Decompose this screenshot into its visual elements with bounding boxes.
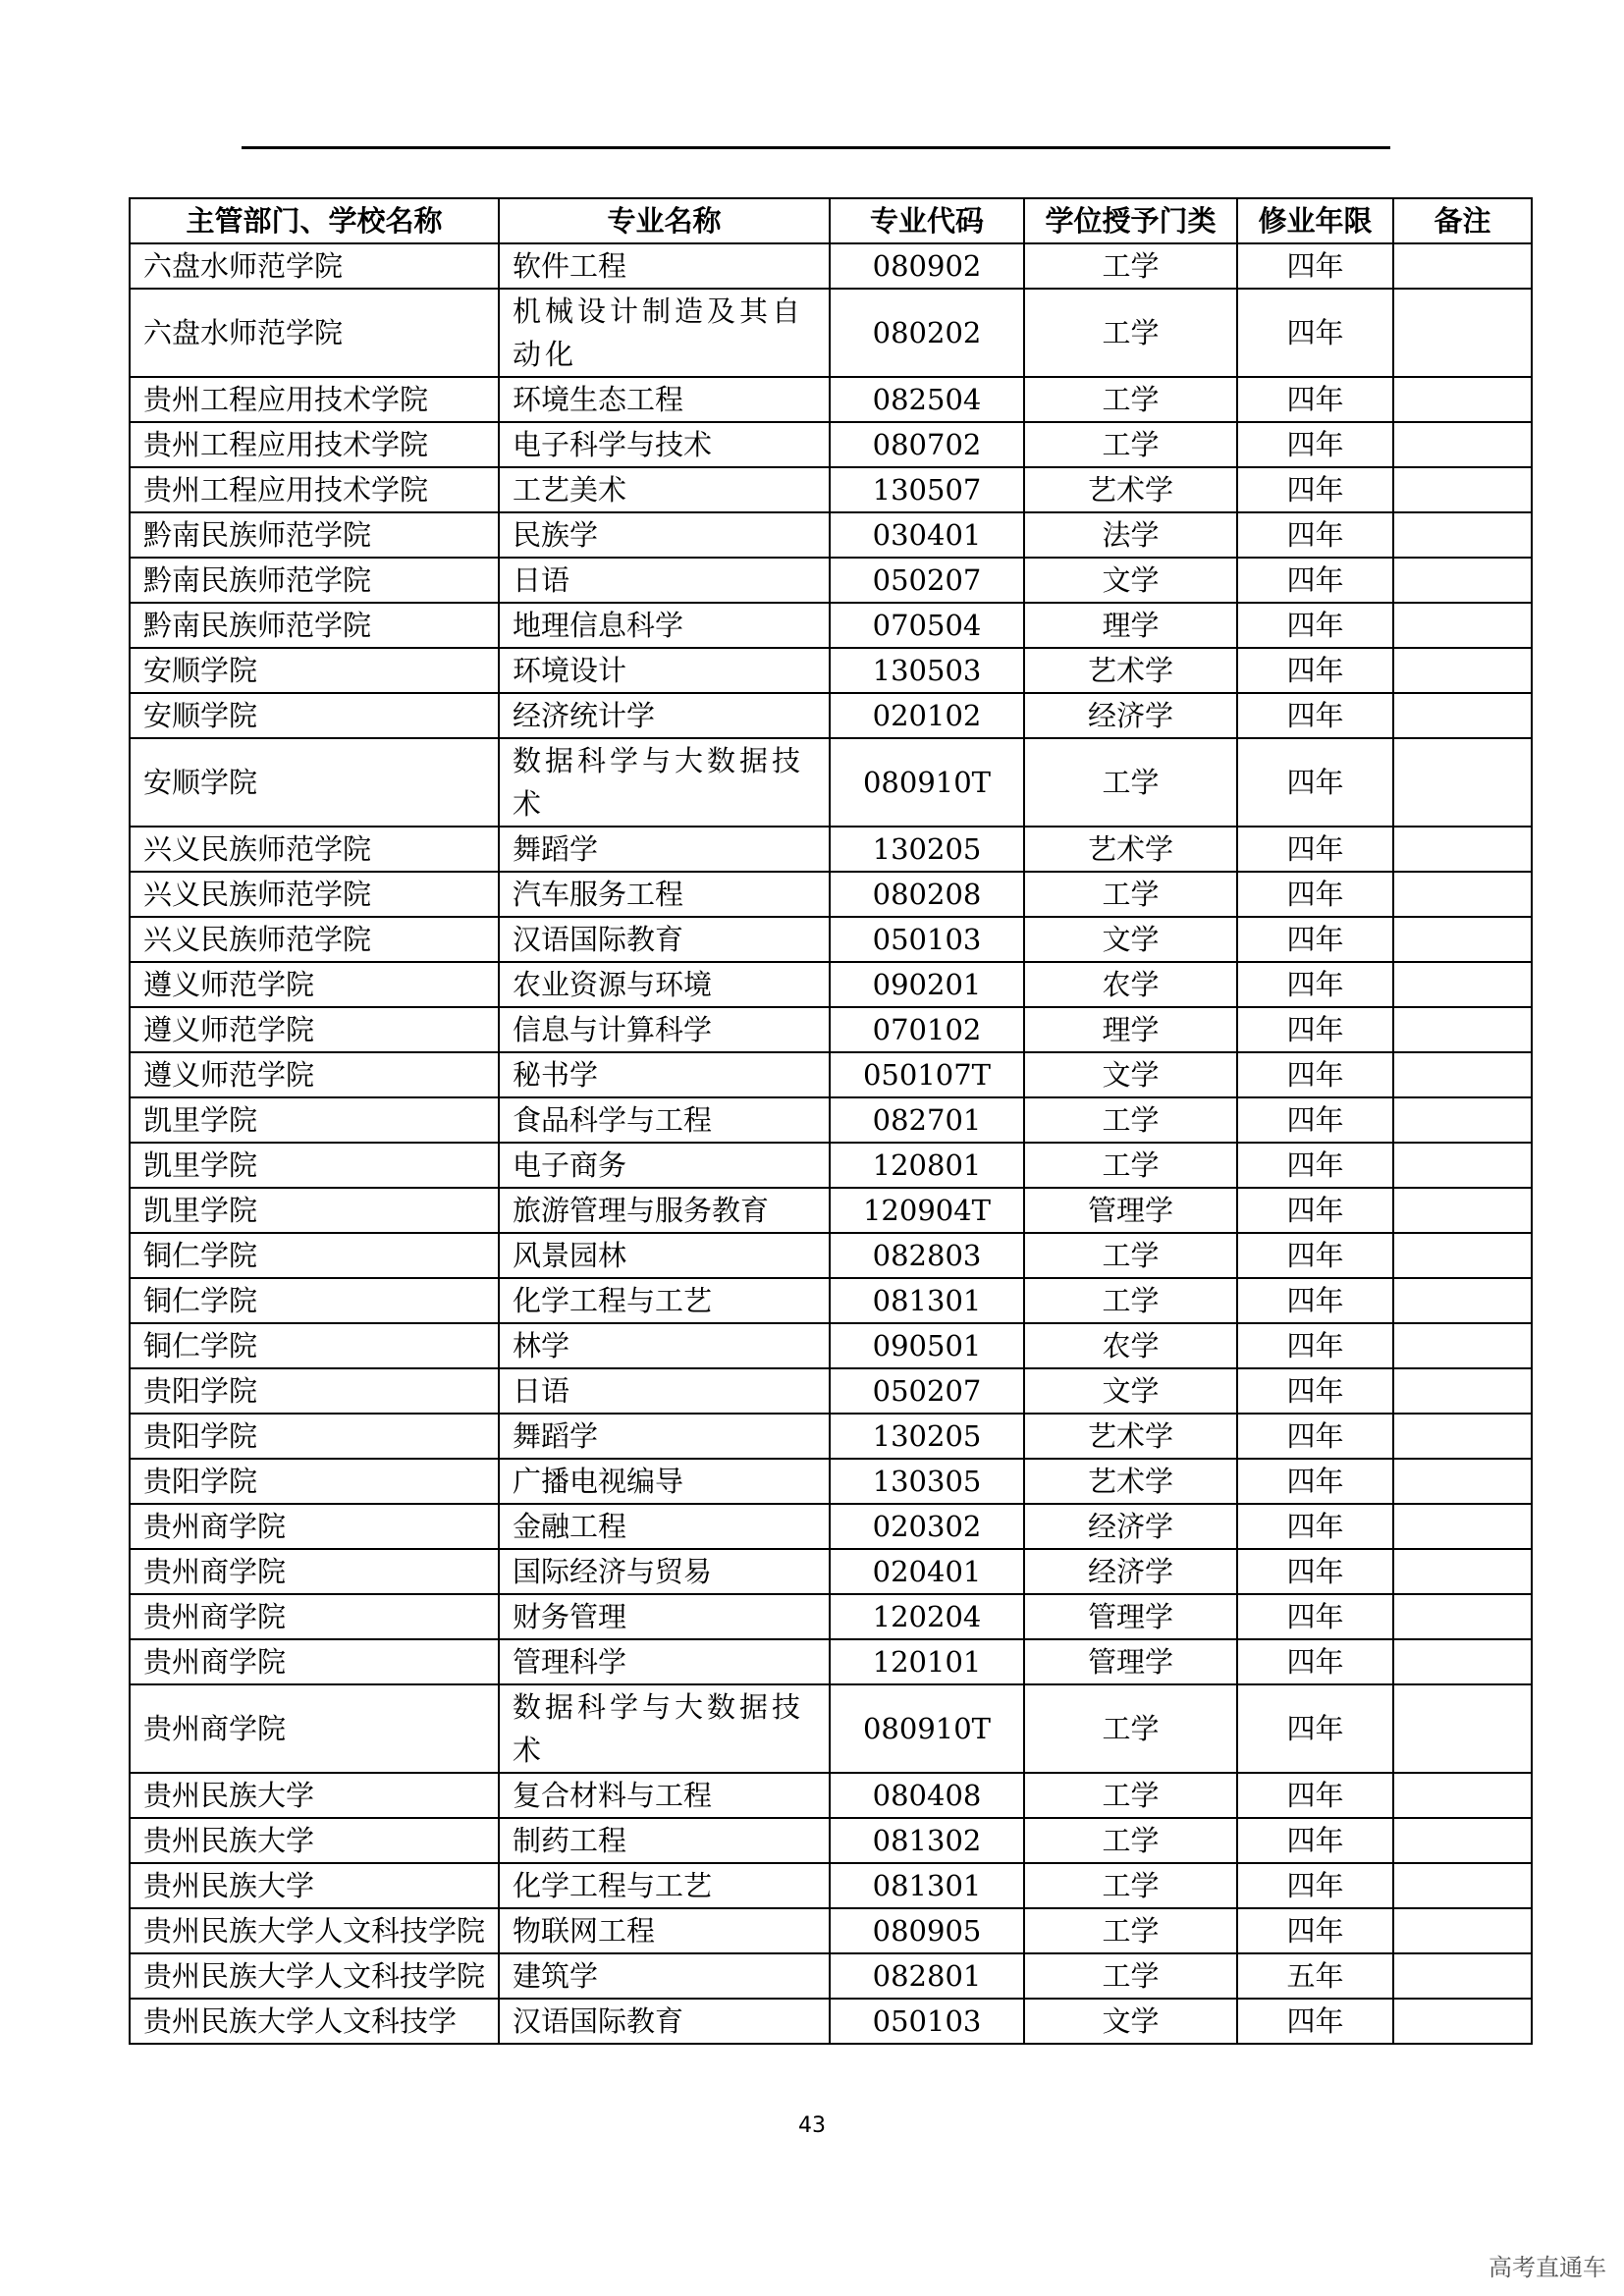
- cell-degree: 法学: [1024, 512, 1237, 558]
- cell-years: 四年: [1237, 1143, 1393, 1188]
- cell-years: 四年: [1237, 1504, 1393, 1549]
- cell-note: [1393, 1459, 1532, 1504]
- cell-note: [1393, 1007, 1532, 1052]
- table-row: [130, 467, 1532, 512]
- table-row: [130, 962, 1532, 1007]
- table-row: [130, 1549, 1532, 1594]
- table-row: [130, 1007, 1532, 1052]
- cell-school: 贵州民族大学: [130, 1818, 499, 1863]
- table-row: [130, 603, 1532, 648]
- cell-note: [1393, 289, 1532, 377]
- cell-school: 贵州商学院: [130, 1594, 499, 1639]
- cell-major: 经济统计学: [499, 693, 830, 738]
- cell-school: 铜仁学院: [130, 1323, 499, 1368]
- cell-years: 五年: [1237, 1953, 1393, 1999]
- cell-note: [1393, 558, 1532, 603]
- cell-major: 电子科学与技术: [499, 422, 830, 467]
- cell-years: 四年: [1237, 1414, 1393, 1459]
- cell-code: 050103: [830, 917, 1024, 962]
- cell-code: 070102: [830, 1007, 1024, 1052]
- cell-school: 贵州民族大学人文科技学院: [130, 1953, 499, 1999]
- cell-degree: 理学: [1024, 1007, 1237, 1052]
- col-header-school: 主管部门、学校名称: [130, 198, 499, 243]
- cell-code: 120204: [830, 1594, 1024, 1639]
- cell-major: 财务管理: [499, 1594, 830, 1639]
- cell-years: 四年: [1237, 512, 1393, 558]
- cell-degree: 工学: [1024, 872, 1237, 917]
- cell-code: 080905: [830, 1908, 1024, 1953]
- cell-code: 130507: [830, 467, 1024, 512]
- cell-school: 黔南民族师范学院: [130, 603, 499, 648]
- cell-note: [1393, 1278, 1532, 1323]
- cell-years: 四年: [1237, 1684, 1393, 1773]
- cell-note: [1393, 467, 1532, 512]
- cell-degree: 经济学: [1024, 1504, 1237, 1549]
- table-row: [130, 1143, 1532, 1188]
- table-row: [130, 693, 1532, 738]
- cell-code: 082701: [830, 1097, 1024, 1143]
- table-row: [130, 1052, 1532, 1097]
- cell-degree: 农学: [1024, 962, 1237, 1007]
- cell-major: 日语: [499, 1368, 830, 1414]
- table-row: [130, 1953, 1532, 1999]
- cell-school: 安顺学院: [130, 693, 499, 738]
- table-row: [130, 1504, 1532, 1549]
- cell-years: 四年: [1237, 377, 1393, 422]
- cell-degree: 工学: [1024, 1773, 1237, 1818]
- cell-school: 贵阳学院: [130, 1414, 499, 1459]
- cell-note: [1393, 422, 1532, 467]
- table-row: [130, 872, 1532, 917]
- cell-code: 050107T: [830, 1052, 1024, 1097]
- cell-school: 贵阳学院: [130, 1368, 499, 1414]
- cell-code: 030401: [830, 512, 1024, 558]
- cell-degree: 文学: [1024, 558, 1237, 603]
- cell-code: 080208: [830, 872, 1024, 917]
- cell-degree: 工学: [1024, 422, 1237, 467]
- cell-years: 四年: [1237, 1368, 1393, 1414]
- cell-years: 四年: [1237, 1639, 1393, 1684]
- cell-major: 地理信息科学: [499, 603, 830, 648]
- cell-degree: 艺术学: [1024, 1459, 1237, 1504]
- cell-code: 050103: [830, 1999, 1024, 2044]
- cell-degree: 工学: [1024, 377, 1237, 422]
- cell-years: 四年: [1237, 693, 1393, 738]
- cell-note: [1393, 243, 1532, 289]
- cell-code: 070504: [830, 603, 1024, 648]
- cell-note: [1393, 962, 1532, 1007]
- cell-degree: 文学: [1024, 1052, 1237, 1097]
- table-row: [130, 243, 1532, 289]
- cell-code: 080910T: [830, 1684, 1024, 1773]
- cell-code: 050207: [830, 558, 1024, 603]
- cell-major: 国际经济与贸易: [499, 1549, 830, 1594]
- cell-code: 081301: [830, 1278, 1024, 1323]
- table-row: [130, 827, 1532, 872]
- cell-major: 建筑学: [499, 1953, 830, 1999]
- cell-code: 020102: [830, 693, 1024, 738]
- cell-years: 四年: [1237, 1233, 1393, 1278]
- cell-note: [1393, 603, 1532, 648]
- cell-degree: 艺术学: [1024, 467, 1237, 512]
- cell-degree: 管理学: [1024, 1188, 1237, 1233]
- cell-major: 舞蹈学: [499, 827, 830, 872]
- cell-school: 贵州民族大学人文科技学: [130, 1999, 499, 2044]
- table-row: [130, 1773, 1532, 1818]
- cell-school: 遵义师范学院: [130, 962, 499, 1007]
- cell-note: [1393, 1504, 1532, 1549]
- cell-years: 四年: [1237, 962, 1393, 1007]
- cell-school: 贵州工程应用技术学院: [130, 422, 499, 467]
- cell-note: [1393, 1233, 1532, 1278]
- cell-years: 四年: [1237, 917, 1393, 962]
- cell-code: 130205: [830, 827, 1024, 872]
- cell-note: [1393, 648, 1532, 693]
- cell-degree: 文学: [1024, 1368, 1237, 1414]
- cell-code: 082504: [830, 377, 1024, 422]
- cell-degree: 工学: [1024, 1953, 1237, 1999]
- table-row: [130, 1639, 1532, 1684]
- table-row: [130, 1414, 1532, 1459]
- cell-major: 民族学: [499, 512, 830, 558]
- cell-degree: 工学: [1024, 1908, 1237, 1953]
- cell-degree: 工学: [1024, 1684, 1237, 1773]
- col-header-degree: 学位授予门类: [1024, 198, 1237, 243]
- cell-degree: 工学: [1024, 1143, 1237, 1188]
- cell-years: 四年: [1237, 1549, 1393, 1594]
- cell-years: 四年: [1237, 1007, 1393, 1052]
- cell-note: [1393, 1773, 1532, 1818]
- cell-major: 管理科学: [499, 1639, 830, 1684]
- cell-major: 舞蹈学: [499, 1414, 830, 1459]
- cell-degree: 艺术学: [1024, 1414, 1237, 1459]
- cell-major: 环境生态工程: [499, 377, 830, 422]
- cell-degree: 工学: [1024, 738, 1237, 827]
- cell-school: 贵阳学院: [130, 1459, 499, 1504]
- col-header-major: 专业名称: [499, 198, 830, 243]
- cell-years: 四年: [1237, 603, 1393, 648]
- cell-school: 兴义民族师范学院: [130, 917, 499, 962]
- cell-years: 四年: [1237, 1097, 1393, 1143]
- table-row: [130, 289, 1532, 377]
- cell-school: 贵州商学院: [130, 1684, 499, 1773]
- cell-school: 贵州民族大学人文科技学院: [130, 1908, 499, 1953]
- cell-code: 130503: [830, 648, 1024, 693]
- cell-note: [1393, 917, 1532, 962]
- cell-major: 化学工程与工艺: [499, 1863, 830, 1908]
- col-header-note: 备注: [1393, 198, 1532, 243]
- cell-school: 兴义民族师范学院: [130, 872, 499, 917]
- cell-years: 四年: [1237, 1188, 1393, 1233]
- cell-major: 汉语国际教育: [499, 917, 830, 962]
- cell-years: 四年: [1237, 1773, 1393, 1818]
- cell-school: 黔南民族师范学院: [130, 558, 499, 603]
- cell-code: 080902: [830, 243, 1024, 289]
- cell-code: 120801: [830, 1143, 1024, 1188]
- table-row: [130, 1999, 1532, 2044]
- cell-major: 日语: [499, 558, 830, 603]
- cell-school: 贵州民族大学: [130, 1773, 499, 1818]
- table-header-row: [130, 198, 1532, 243]
- col-header-code: 专业代码: [830, 198, 1024, 243]
- cell-school: 贵州民族大学: [130, 1863, 499, 1908]
- cell-note: [1393, 1999, 1532, 2044]
- table-row: [130, 1278, 1532, 1323]
- table-row: [130, 1863, 1532, 1908]
- table-row: [130, 1233, 1532, 1278]
- table-row: [130, 1097, 1532, 1143]
- cell-school: 凯里学院: [130, 1097, 499, 1143]
- cell-note: [1393, 1639, 1532, 1684]
- table-row: [130, 422, 1532, 467]
- cell-code: 020302: [830, 1504, 1024, 1549]
- cell-years: 四年: [1237, 422, 1393, 467]
- cell-code: 080702: [830, 422, 1024, 467]
- cell-school: 黔南民族师范学院: [130, 512, 499, 558]
- cell-years: 四年: [1237, 1459, 1393, 1504]
- cell-school: 安顺学院: [130, 648, 499, 693]
- cell-note: [1393, 1863, 1532, 1908]
- cell-code: 080408: [830, 1773, 1024, 1818]
- cell-years: 四年: [1237, 1863, 1393, 1908]
- cell-major: 复合材料与工程: [499, 1773, 830, 1818]
- cell-code: 120904T: [830, 1188, 1024, 1233]
- table-row: [130, 1459, 1532, 1504]
- cell-degree: 经济学: [1024, 1549, 1237, 1594]
- cell-school: 凯里学院: [130, 1143, 499, 1188]
- cell-degree: 工学: [1024, 243, 1237, 289]
- cell-code: 081302: [830, 1818, 1024, 1863]
- cell-school: 遵义师范学院: [130, 1007, 499, 1052]
- cell-major: 制药工程: [499, 1818, 830, 1863]
- cell-years: 四年: [1237, 1594, 1393, 1639]
- cell-major: 汉语国际教育: [499, 1999, 830, 2044]
- cell-degree: 工学: [1024, 1278, 1237, 1323]
- cell-school: 六盘水师范学院: [130, 243, 499, 289]
- cell-code: 020401: [830, 1549, 1024, 1594]
- cell-major: 数据科学与大数据技术: [499, 738, 830, 827]
- cell-code: 090501: [830, 1323, 1024, 1368]
- cell-years: 四年: [1237, 467, 1393, 512]
- cell-code: 050207: [830, 1368, 1024, 1414]
- cell-degree: 工学: [1024, 1233, 1237, 1278]
- cell-years: 四年: [1237, 1052, 1393, 1097]
- cell-degree: 农学: [1024, 1323, 1237, 1368]
- cell-degree: 理学: [1024, 603, 1237, 648]
- cell-degree: 文学: [1024, 1999, 1237, 2044]
- cell-note: [1393, 512, 1532, 558]
- cell-major: 林学: [499, 1323, 830, 1368]
- cell-degree: 管理学: [1024, 1639, 1237, 1684]
- cell-note: [1393, 738, 1532, 827]
- cell-major: 农业资源与环境: [499, 962, 830, 1007]
- table-row: [130, 1323, 1532, 1368]
- cell-note: [1393, 1953, 1532, 1999]
- cell-school: 遵义师范学院: [130, 1052, 499, 1097]
- cell-school: 贵州商学院: [130, 1639, 499, 1684]
- page-number: 43: [798, 2113, 826, 2138]
- cell-major: 机械设计制造及其自动化: [499, 289, 830, 377]
- table-row: [130, 1908, 1532, 1953]
- cell-code: 130305: [830, 1459, 1024, 1504]
- cell-code: 080202: [830, 289, 1024, 377]
- table-row: [130, 1684, 1532, 1773]
- header-rule: [242, 146, 1390, 149]
- cell-code: 080910T: [830, 738, 1024, 827]
- cell-school: 贵州商学院: [130, 1549, 499, 1594]
- majors-table: [129, 197, 1533, 2045]
- cell-note: [1393, 1368, 1532, 1414]
- cell-major: 广播电视编导: [499, 1459, 830, 1504]
- cell-degree: 工学: [1024, 1097, 1237, 1143]
- cell-years: 四年: [1237, 648, 1393, 693]
- cell-school: 贵州工程应用技术学院: [130, 377, 499, 422]
- table-row: [130, 917, 1532, 962]
- table-row: [130, 377, 1532, 422]
- table-row: [130, 1188, 1532, 1233]
- cell-note: [1393, 1323, 1532, 1368]
- cell-school: 安顺学院: [130, 738, 499, 827]
- cell-note: [1393, 693, 1532, 738]
- cell-years: 四年: [1237, 1908, 1393, 1953]
- cell-major: 物联网工程: [499, 1908, 830, 1953]
- cell-years: 四年: [1237, 1999, 1393, 2044]
- cell-note: [1393, 1594, 1532, 1639]
- cell-major: 汽车服务工程: [499, 872, 830, 917]
- cell-degree: 工学: [1024, 1818, 1237, 1863]
- cell-major: 食品科学与工程: [499, 1097, 830, 1143]
- cell-years: 四年: [1237, 243, 1393, 289]
- cell-major: 电子商务: [499, 1143, 830, 1188]
- cell-school: 铜仁学院: [130, 1278, 499, 1323]
- cell-degree: 艺术学: [1024, 648, 1237, 693]
- cell-code: 082801: [830, 1953, 1024, 1999]
- cell-code: 081301: [830, 1863, 1024, 1908]
- table-row: [130, 558, 1532, 603]
- cell-major: 秘书学: [499, 1052, 830, 1097]
- cell-school: 兴义民族师范学院: [130, 827, 499, 872]
- table-row: [130, 1368, 1532, 1414]
- cell-school: 贵州商学院: [130, 1504, 499, 1549]
- cell-years: 四年: [1237, 872, 1393, 917]
- cell-major: 工艺美术: [499, 467, 830, 512]
- cell-years: 四年: [1237, 1323, 1393, 1368]
- cell-note: [1393, 827, 1532, 872]
- cell-degree: 艺术学: [1024, 827, 1237, 872]
- table-row: [130, 1594, 1532, 1639]
- cell-note: [1393, 1549, 1532, 1594]
- cell-school: 凯里学院: [130, 1188, 499, 1233]
- cell-major: 环境设计: [499, 648, 830, 693]
- cell-major: 数据科学与大数据技术: [499, 1684, 830, 1773]
- cell-years: 四年: [1237, 1818, 1393, 1863]
- cell-note: [1393, 1143, 1532, 1188]
- table-row: [130, 648, 1532, 693]
- cell-note: [1393, 1684, 1532, 1773]
- cell-years: 四年: [1237, 558, 1393, 603]
- cell-major: 风景园林: [499, 1233, 830, 1278]
- cell-code: 090201: [830, 962, 1024, 1007]
- cell-degree: 经济学: [1024, 693, 1237, 738]
- cell-degree: 工学: [1024, 1863, 1237, 1908]
- table-row: [130, 738, 1532, 827]
- cell-major: 化学工程与工艺: [499, 1278, 830, 1323]
- cell-years: 四年: [1237, 827, 1393, 872]
- cell-years: 四年: [1237, 1278, 1393, 1323]
- cell-school: 铜仁学院: [130, 1233, 499, 1278]
- cell-note: [1393, 1414, 1532, 1459]
- cell-code: 130205: [830, 1414, 1024, 1459]
- cell-note: [1393, 1908, 1532, 1953]
- table-row: [130, 1818, 1532, 1863]
- cell-note: [1393, 872, 1532, 917]
- cell-note: [1393, 1188, 1532, 1233]
- cell-school: 贵州工程应用技术学院: [130, 467, 499, 512]
- cell-degree: 工学: [1024, 289, 1237, 377]
- cell-major: 信息与计算科学: [499, 1007, 830, 1052]
- cell-note: [1393, 1818, 1532, 1863]
- cell-school: 六盘水师范学院: [130, 289, 499, 377]
- cell-note: [1393, 377, 1532, 422]
- cell-years: 四年: [1237, 289, 1393, 377]
- cell-code: 120101: [830, 1639, 1024, 1684]
- cell-years: 四年: [1237, 738, 1393, 827]
- cell-code: 082803: [830, 1233, 1024, 1278]
- cell-note: [1393, 1052, 1532, 1097]
- cell-degree: 文学: [1024, 917, 1237, 962]
- col-header-years: 修业年限: [1237, 198, 1393, 243]
- cell-major: 软件工程: [499, 243, 830, 289]
- cell-degree: 管理学: [1024, 1594, 1237, 1639]
- cell-note: [1393, 1097, 1532, 1143]
- cell-major: 旅游管理与服务教育: [499, 1188, 830, 1233]
- watermark-logo-text: 高考直通车: [1489, 2254, 1606, 2281]
- table-row: [130, 512, 1532, 558]
- cell-major: 金融工程: [499, 1504, 830, 1549]
